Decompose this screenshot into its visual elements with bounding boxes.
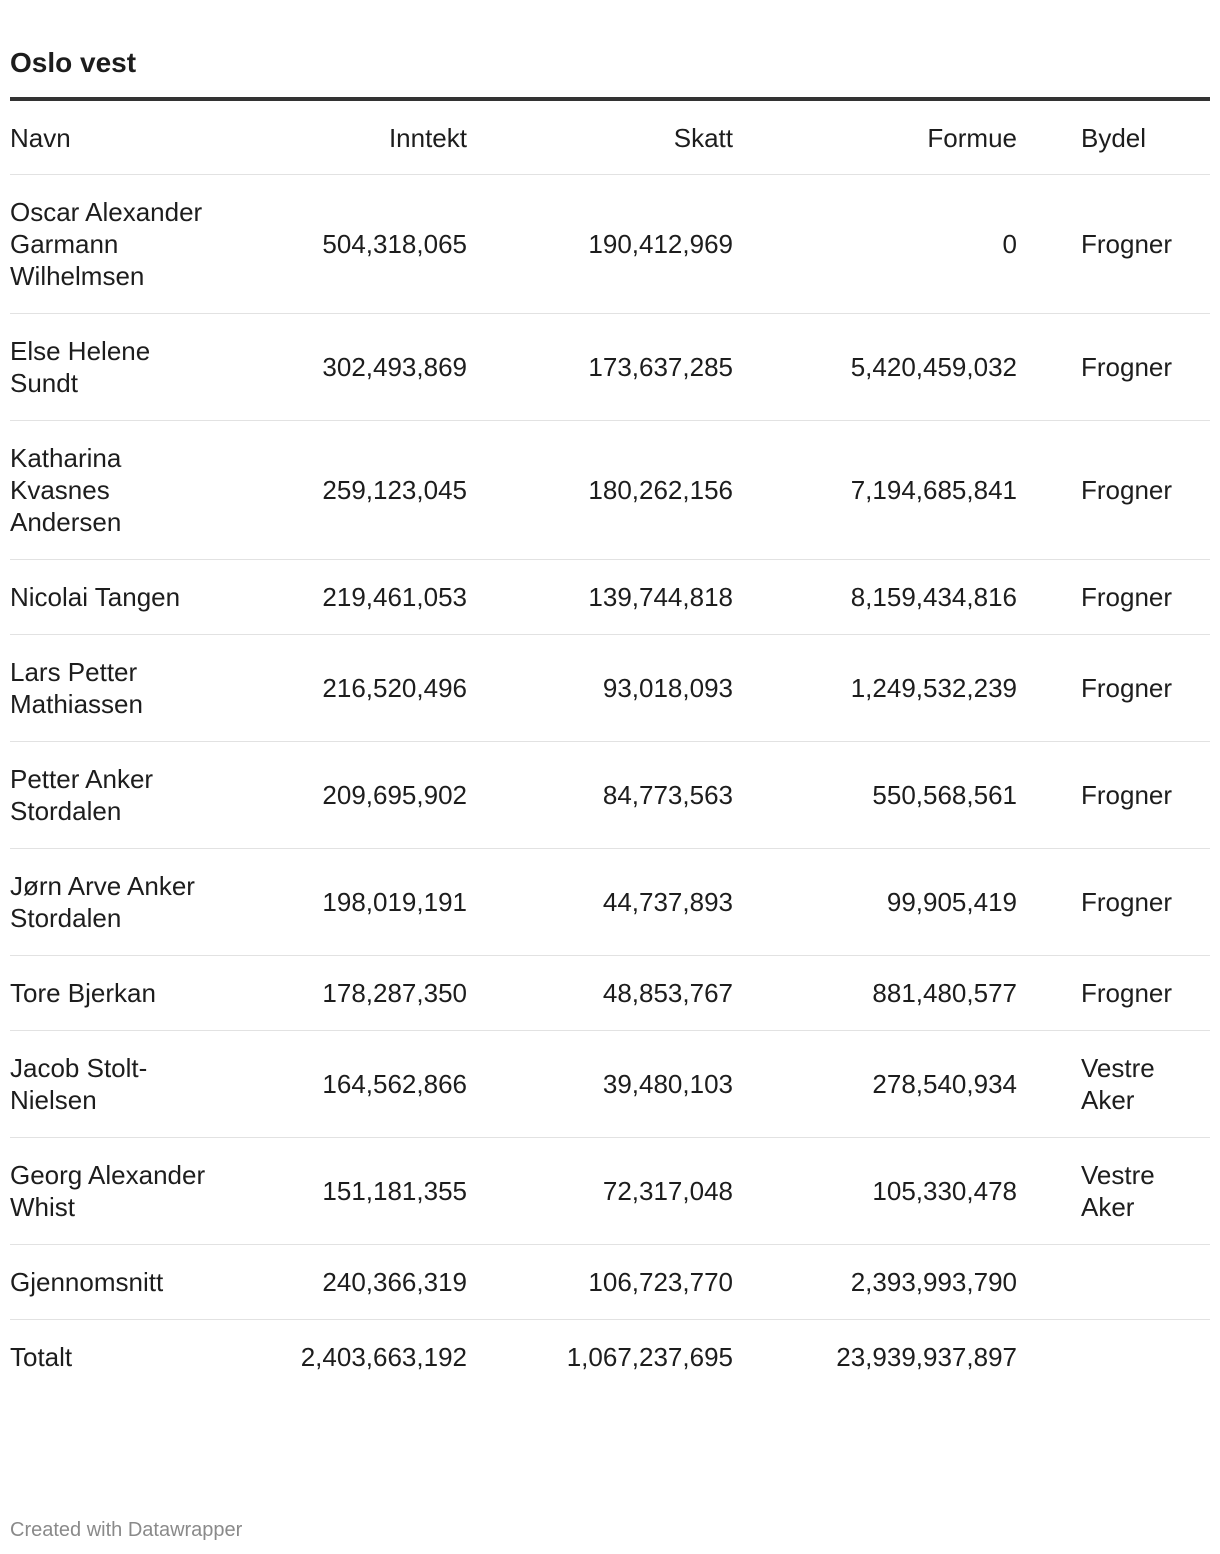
cell-wealth: 8,159,434,816 (733, 560, 1017, 635)
table-row (10, 314, 1210, 421)
cell-tax: 93,018,093 (467, 635, 733, 742)
cell-wealth: 881,480,577 (733, 956, 1017, 1031)
cell-tax: 180,262,156 (467, 421, 733, 560)
cell-name: Petter Anker Stordalen (10, 742, 210, 849)
cell-name: Nicolai Tangen (10, 560, 210, 635)
cell-income: 219,461,053 (210, 560, 467, 635)
table-row (10, 742, 1210, 849)
table-header-row (10, 101, 1210, 175)
column-header-formue[interactable]: Formue (733, 101, 1017, 175)
cell-wealth: 105,330,478 (733, 1138, 1017, 1245)
cell-income: 209,695,902 (210, 742, 467, 849)
cell-district: Frogner (1017, 849, 1210, 956)
cell-name: Jørn Arve Anker Stordalen (10, 849, 210, 956)
data-table (10, 101, 1210, 1394)
average-row (10, 1245, 1210, 1320)
table-row (10, 956, 1210, 1031)
cell-wealth: 0 (733, 175, 1017, 314)
cell-name: Else Helene Sundt (10, 314, 210, 421)
total-row (10, 1320, 1210, 1395)
cell-tax: 106,723,770 (467, 1245, 733, 1320)
cell-district (1017, 1320, 1210, 1395)
cell-income: 240,366,319 (210, 1245, 467, 1320)
table-row (10, 1138, 1210, 1245)
cell-tax: 84,773,563 (467, 742, 733, 849)
cell-income: 216,520,496 (210, 635, 467, 742)
cell-name: Jacob Stolt-Nielsen (10, 1031, 210, 1138)
cell-tax: 44,737,893 (467, 849, 733, 956)
cell-district: Vestre Aker (1017, 1031, 1210, 1138)
cell-tax: 48,853,767 (467, 956, 733, 1031)
column-header-navn[interactable]: Navn (10, 101, 210, 175)
cell-name: Gjennomsnitt (10, 1245, 210, 1320)
cell-tax: 72,317,048 (467, 1138, 733, 1245)
cell-name: Georg Alexander Whist (10, 1138, 210, 1245)
table-row (10, 1031, 1210, 1138)
cell-district: Frogner (1017, 635, 1210, 742)
cell-income: 2,403,663,192 (300, 1342, 467, 1372)
cell-tax: 1,067,237,695 (566, 1342, 733, 1372)
cell-income: 302,493,869 (210, 314, 467, 421)
cell-income: 178,287,350 (210, 956, 467, 1031)
table-row (10, 560, 1210, 635)
cell-income: 164,562,866 (210, 1031, 467, 1138)
column-header-inntekt[interactable]: Inntekt (210, 101, 467, 175)
table-row (10, 421, 1210, 560)
cell-name: Tore Bjerkan (10, 956, 210, 1031)
column-header-skatt[interactable]: Skatt (467, 101, 733, 175)
cell-income: 259,123,045 (210, 421, 467, 560)
cell-wealth: 99,905,419 (733, 849, 1017, 956)
footer-credit[interactable]: Created with Datawrapper (10, 1519, 243, 1541)
cell-district: Frogner (1017, 421, 1210, 560)
cell-income: 151,181,355 (210, 1138, 467, 1245)
cell-tax: 39,480,103 (467, 1031, 733, 1138)
cell-name: Lars Petter Mathiassen (10, 635, 210, 742)
cell-income: 198,019,191 (210, 849, 467, 956)
cell-wealth: 7,194,685,841 (733, 421, 1017, 560)
cell-wealth: 550,568,561 (733, 742, 1017, 849)
cell-district (1017, 1245, 1210, 1320)
cell-tax: 190,412,969 (467, 175, 733, 314)
cell-district: Frogner (1017, 175, 1210, 314)
table-row (10, 635, 1210, 742)
cell-wealth: 2,393,993,790 (733, 1245, 1017, 1320)
cell-wealth: 5,420,459,032 (733, 314, 1017, 421)
cell-name: Oscar Alexander Garmann Wilhelmsen (10, 175, 210, 314)
cell-district: Frogner (1017, 560, 1210, 635)
cell-district: Frogner (1017, 956, 1210, 1031)
cell-district: Frogner (1017, 314, 1210, 421)
cell-tax: 173,637,285 (467, 314, 733, 421)
cell-wealth: 1,249,532,239 (733, 635, 1017, 742)
cell-income: 504,318,065 (210, 175, 467, 314)
cell-name: Katharina Kvasnes Andersen (10, 421, 210, 560)
cell-name: Totalt (10, 1342, 73, 1372)
cell-district: Frogner (1017, 742, 1210, 849)
cell-wealth: 278,540,934 (733, 1031, 1017, 1138)
column-header-bydel[interactable]: Bydel (1017, 101, 1210, 175)
table-row (10, 175, 1210, 314)
chart-title: Oslo vest (10, 47, 137, 78)
table-row (10, 849, 1210, 956)
cell-tax: 139,744,818 (467, 560, 733, 635)
cell-district: Vestre Aker (1017, 1138, 1210, 1245)
cell-wealth: 23,939,937,897 (836, 1342, 1017, 1372)
